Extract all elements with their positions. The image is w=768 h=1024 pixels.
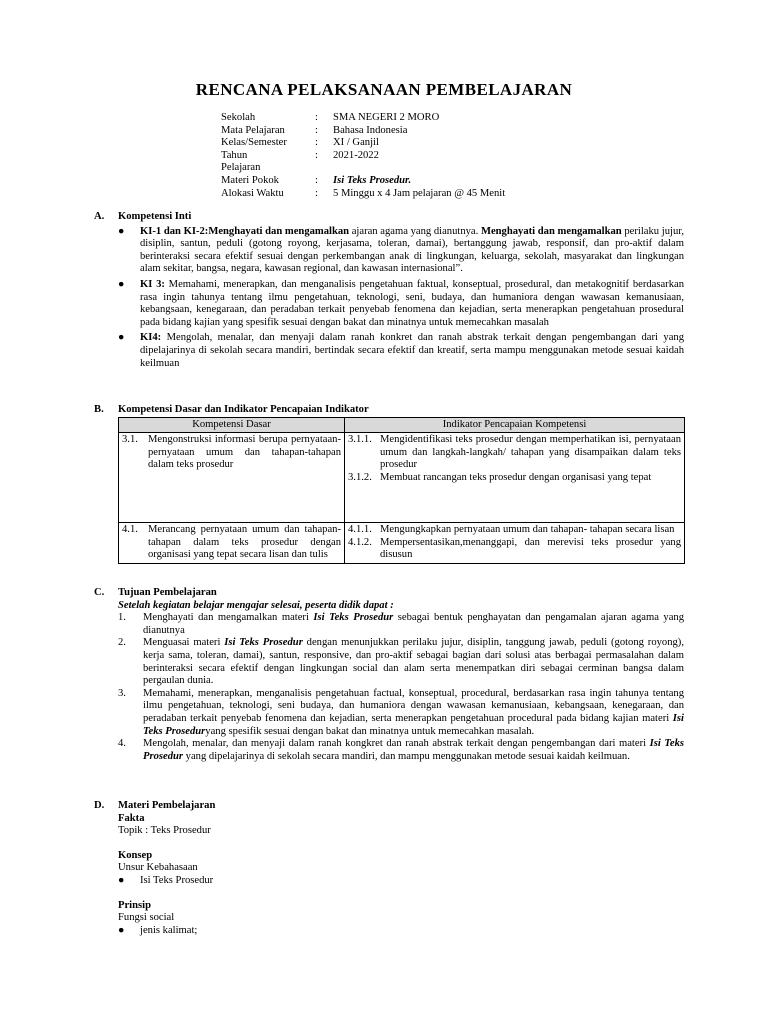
identity-value: XI / Ganjil bbox=[333, 137, 379, 149]
objective-text-part: dengan menunjukkan perilaku jujur, disiplin, tanggung jawab, peduli (gotong royong), kerja sama, toleran, damai), santun, responsive, dan pro-aktif sebagai bagian dari solusi atas berbagai permasalahan dalam berinteraksi secara efektif dengan lingkungan social dan alam serta menempatkan diri sebagai cerminan bangsa dalam pergaulan dunia. bbox=[143, 637, 684, 687]
table-header-row bbox=[119, 418, 685, 433]
identity-row-materi bbox=[221, 175, 593, 188]
identity-colon: : bbox=[315, 174, 318, 186]
objective-number: 1. bbox=[118, 612, 126, 624]
objective-emphasis: Isi Teks Prosedur bbox=[313, 612, 394, 624]
ki12-text: ajaran agama yang dianutnya. bbox=[349, 225, 481, 237]
identity-colon: : bbox=[315, 187, 318, 199]
bullet-icon: ● bbox=[118, 874, 125, 886]
table-cell bbox=[119, 523, 345, 564]
table-cell bbox=[119, 433, 345, 523]
objective-emphasis: Isi Teks Prosedur bbox=[143, 738, 684, 762]
section-title: Kompetensi Inti bbox=[118, 211, 192, 222]
list-item bbox=[118, 925, 684, 938]
identity-colon: : bbox=[315, 149, 318, 161]
identity-label: Mata Pelajaran bbox=[221, 124, 285, 136]
ki12-label-2: Menghayati dan mengamalkan bbox=[480, 225, 622, 237]
konsep-item: Isi Teks Prosedur bbox=[140, 874, 214, 886]
ki3-label: KI 3: bbox=[140, 278, 165, 290]
identity-label: Alokasi Waktu bbox=[221, 187, 284, 199]
identity-label: Sekolah bbox=[221, 112, 256, 123]
indicator-item bbox=[348, 537, 681, 562]
ki12-label: KI-1 dan KI-2:Menghayati dan mengamalkan bbox=[140, 225, 350, 237]
indicator-number: 3.1.1. bbox=[348, 434, 372, 445]
identity-value: SMA NEGERI 2 MORO bbox=[333, 112, 440, 123]
identity-row-sekolah bbox=[221, 112, 593, 125]
section-subheading: Setelah kegiatan belajar mengajar selesai, peserta didik dapat : bbox=[118, 599, 394, 611]
identity-value: Bahasa Indonesia bbox=[333, 124, 408, 136]
konsep-text: Unsur Kebahasaan bbox=[118, 862, 198, 874]
indicator-text: Mempersentasikan,menanggapi, dan merevisi teks prosedur yang disusun bbox=[380, 536, 681, 561]
bullet-icon: ● bbox=[118, 924, 125, 936]
list-item bbox=[118, 875, 684, 888]
section-heading bbox=[94, 587, 684, 600]
competency-table bbox=[118, 417, 685, 564]
identity-value: 5 Minggu x 4 Jam pelajaran @ 45 Menit bbox=[333, 187, 506, 199]
section-title: Tujuan Pembelajaran bbox=[118, 587, 217, 598]
table-row bbox=[119, 523, 685, 564]
identity-row-pelajaran bbox=[221, 162, 593, 175]
section-letter: D. bbox=[94, 800, 105, 811]
list-item-text bbox=[140, 279, 684, 329]
bullet-icon: ● bbox=[118, 332, 125, 344]
kd-text: Mengonstruksi informasi berupa pernyataan-pernyataan umum dan tahapan-tahapan dalam teks prosedur bbox=[148, 434, 341, 471]
indicator-number: 4.1.1. bbox=[348, 524, 372, 535]
identity-label: Pelajaran bbox=[221, 162, 261, 174]
objective-text-part: yang dipelajarinya di sekolah secara mandiri, dan mampu menggunakan metode sesuai kaidah keilmuan. bbox=[183, 750, 630, 762]
objective-text-part: Menguasai materi bbox=[143, 637, 225, 649]
table-cell bbox=[345, 523, 685, 564]
fakta-text: Topik : Teks Prosedur bbox=[118, 825, 211, 837]
list-item bbox=[118, 279, 684, 329]
ki4-label: KI4: bbox=[140, 332, 162, 344]
objective-text-part: sebagai bentuk penghayatan dan pengamalan ajaran agama yang dianutnya bbox=[143, 612, 685, 636]
identity-label: Tahun bbox=[221, 149, 248, 161]
ki12-text-2: perilaku jujur, disiplin, santun, peduli (gotong royong, kerjasama, toleran, damai), bertanggung jawab, responsif, dan pro-aktif dalam berinteraksi secara efektif sesuai dengan perkembangan anak di lingkungan, keluarga, sekolah, masyarakat dan lingkungan alam sekitar, bangsa, negara, kawasan regional, dan kawasan internasional”. bbox=[140, 225, 684, 275]
indicator-item bbox=[348, 472, 681, 485]
indicator-text: Mengungkapkan pernyataan umum dan tahapan- tahapan secara lisan bbox=[380, 524, 675, 535]
objective-number: 4. bbox=[118, 738, 126, 750]
identity-colon: : bbox=[315, 137, 318, 149]
prinsip-text: Fungsi social bbox=[118, 912, 175, 924]
list-item-text bbox=[140, 226, 684, 276]
objective-item bbox=[118, 637, 684, 687]
list-item bbox=[118, 226, 684, 276]
identity-row-tahun bbox=[221, 150, 593, 163]
section-kompetensi-dasar bbox=[94, 404, 684, 417]
section-letter: B. bbox=[94, 404, 104, 415]
ki3-text: Memahami, menerapkan, dan menganalisis pengetahuan faktual, konseptual, prosedural, dan metakognitif berdasarkan rasa ingin tahunya tentang ilmu pengetahuan, teknologi, seni, budaya, dan humaniora dengan wawasan kemanusiaan, kebangsaan, kenegaraan, dan peradaban terkait penyebab fenomena dan kejadian, serta menerapkan pengetahuan prosedural pada bidang kajian yang spesifik sesuai dengan bakat dan minatnya untuk memecahkan masalah bbox=[140, 278, 684, 328]
fakta-heading: Fakta bbox=[118, 812, 145, 824]
objective-text-part: yang spesifik sesuai dengan bakat dan minatnya untuk memecahkan masalah. bbox=[205, 725, 535, 737]
indicator-text: Mengidentifikasi teks prosedur dengan memperhatikan isi, pernyataan umum dan langkah-langkah/ tahapan yang disampaikan dalam teks prosedur bbox=[380, 434, 681, 471]
document-title: RENCANA PELAKSANAAN PEMBELAJARAN bbox=[195, 80, 573, 99]
kd-number: 3.1. bbox=[122, 434, 138, 445]
identity-value: Isi Teks Prosedur. bbox=[333, 174, 412, 186]
identity-label: Materi Pokok bbox=[221, 174, 279, 186]
identity-label: Kelas/Semester bbox=[221, 137, 287, 149]
objective-emphasis: Isi Teks Prosedur bbox=[224, 637, 303, 649]
objective-item bbox=[118, 738, 684, 763]
section-letter: A. bbox=[94, 211, 105, 222]
indicator-text: Membuat rancangan teks prosedur dengan organisasi yang tepat bbox=[380, 471, 652, 483]
section-tujuan bbox=[94, 587, 684, 763]
section-materi bbox=[94, 800, 684, 937]
kd-number: 4.1. bbox=[122, 524, 138, 535]
section-title: Materi Pembelajaran bbox=[118, 800, 216, 811]
section-letter: C. bbox=[94, 587, 105, 598]
indicator-item bbox=[348, 434, 681, 472]
kd-item bbox=[122, 524, 341, 562]
section-kompetensi-inti bbox=[94, 211, 684, 370]
list-item-text bbox=[140, 332, 684, 370]
objective-number: 3. bbox=[118, 687, 126, 699]
objective-text-part: Mengolah, menalar, dan menyaji dalam ranah kongkret dan ranah abstrak terkait dengan pengembangan dari materi bbox=[143, 738, 650, 750]
objective-text-part: Memahami, menerapkan, menganalisis pengetahuan factual, konseptual, procedural, berdasarkan rasa ingin tahunya tentang ilmu pengetahuan, teknologi, seni budaya, dan humaniora dengan wawasan kemanusiaan, kebangsaan, kenegaraan, dan peradaban terkait penyebab fenomena dan kejadian, serta menerapkan pengetahuan procedural pada bidang kajian materi bbox=[143, 687, 684, 724]
table-row bbox=[119, 433, 685, 523]
objective-text bbox=[143, 688, 684, 738]
identity-colon: : bbox=[315, 124, 318, 136]
section-heading bbox=[94, 404, 684, 417]
identity-value: 2021-2022 bbox=[333, 149, 379, 161]
kd-item bbox=[122, 434, 341, 472]
objective-text bbox=[143, 738, 684, 763]
objective-number: 2. bbox=[118, 637, 126, 649]
table-header: Indikator Pencapaian Kompetensi bbox=[345, 418, 685, 433]
kd-text: Merancang pernyataan umum dan tahapan-tahapan dalam teks prosedur dengan organisasi yang tepat secara lisan dan tulis bbox=[148, 524, 341, 561]
objective-text bbox=[143, 612, 684, 637]
ki4-text: Mengolah, menalar, dan menyaji dalam ranah konkret dan ranah abstrak terkait dengan pengembangan dari yang dipelajarinya di sekolah secara mandiri, bertindak secara efektif dan kreatif, serta mampu menggunakan metode sesuai kaidah keilmuan bbox=[140, 332, 684, 369]
identity-colon: : bbox=[315, 112, 318, 123]
indicator-item bbox=[348, 524, 681, 537]
section-title: Kompetensi Dasar dan Indikator Pencapaian Indikator bbox=[118, 404, 369, 415]
bullet-icon: ● bbox=[118, 225, 125, 237]
objective-item bbox=[118, 612, 684, 637]
list-item bbox=[118, 332, 684, 370]
indicator-number: 4.1.2. bbox=[348, 536, 372, 548]
table-cell bbox=[345, 433, 685, 523]
table-header: Kompetensi Dasar bbox=[119, 418, 345, 433]
objective-text-part: Menghayati dan mengamalkan materi bbox=[143, 612, 314, 624]
identity-row-mapel bbox=[221, 125, 593, 138]
identity-block bbox=[221, 112, 593, 200]
indicator-number: 3.1.2. bbox=[348, 471, 372, 483]
section-heading bbox=[94, 800, 684, 813]
prinsip-heading: Prinsip bbox=[118, 899, 151, 911]
prinsip-item: jenis kalimat; bbox=[140, 924, 198, 936]
section-heading bbox=[94, 211, 684, 224]
konsep-heading: Konsep bbox=[118, 849, 153, 861]
objective-text bbox=[143, 637, 684, 687]
identity-row-alokasi bbox=[221, 188, 593, 201]
identity-row-kelas bbox=[221, 137, 593, 150]
objective-item bbox=[118, 688, 684, 738]
objective-emphasis: Isi Teks Prosedur bbox=[143, 712, 684, 737]
bullet-icon: ● bbox=[118, 278, 125, 290]
